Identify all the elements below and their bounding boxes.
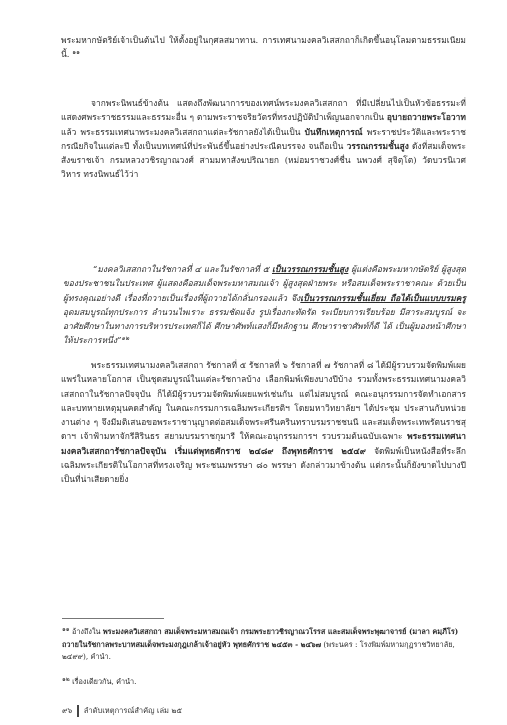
text-run: ผู้แต่งคือพระมหากษัตริย์ ผู้สูงสุดของประชาชนในประเทศ ผู้แสดงคือสมเด็จพระมหาสมณเจ้า ผู้สูงสุดฝ่ายพระ หรือสมเด็จพระราชาคณะ ด้วยเป็นผู้ทรงคุณอย่างดี เรื่องที่ถวายเป็นเรื่องที่ผู้ถวายได้กลั่นกรองแล้ว จึง: [63, 264, 466, 303]
footnote-12: [62, 676, 466, 689]
paragraph-development: [61, 96, 466, 182]
text-run: จัดพิมพ์เป็นหนังสือที่ระลึกเฉลิมพระเกียรติในโอกาสที่ทรงเจริญ พระชนมพรรษา ๘๐ พรรษา ดังกล่าวมาข้างต้น แต่กระนั้นก็ยังขาดไปบางปี เป็นที่น่าเสียดายยิ่ง: [61, 445, 467, 485]
text-run: “มงคลวิเสสกถาในรัชกาลที่ ๔ และในรัชกาลที่ ๕: [93, 264, 272, 274]
book-title: ลำดับเหตุการณ์สำคัญ เล่ม ๒๕: [83, 706, 183, 715]
footnote-ref: ๑๑: [72, 49, 80, 57]
text-run: เรื่องเดียวกัน, คำนำ.: [69, 677, 137, 686]
bold-phrase: วรรณกรรมชั้นสูง: [346, 140, 409, 151]
paragraph-quote-end: [61, 33, 466, 62]
paragraph-text: พระมหากษัตริย์เจ้าเป็นต้นไป ให้ตั้งอยู่ในกุศลสมาทาน. การเทศนามงคลวิเสสกถาก็เกิดขึ้นอนุโลมตามธรรมเนียมนี้.: [61, 35, 466, 60]
text-run: แล้ว พระธรรมเทศนาพระมงคลวิเสสกถาแต่ละรัชกาลยังได้เป็นเป็น: [61, 126, 305, 137]
footnote-number: ๑๒: [62, 676, 70, 683]
text-run: (พระนคร : โรงพิมพ์มหามกุฏราชวิทยาลัย, ๒๔๙๙), คำนำ.: [62, 639, 455, 661]
text-run: พระธรรมเทศนามงคลวิเสสกถา รัชกาลที่ ๕ รัชกาลที่ ๖ รัชกาลที่ ๗ รัชกาลที่ ๘ ได้มีผู้รวบรวมจัดพิมพ์เผยแพร่ในหลายโอกาส เป็นชุดสมบูรณ์ในแต่ละรัชกาลบ้าง เลือกพิมพ์เพียงบางปีบ้าง รวมทั้งพระธรรมเทศนามงคลวิเสสกถาในรัชกาลปัจจุบัน ก็ได้มีผู้รวบรวมจัดพิมพ์เผยแพร่เช่นกัน แต่ไม่สมบูรณ์ คณะอนุกรรมการจัดทำเอกสารและบทหายเหตุมุนคดสำคัญ ในคณะกรรมการเฉลิมพระเกียรติฯ โดยมหาวิทยาลัยฯ ได้ประชุม ประสานกับหน่วยงานต่าง ๆ จึงมีมติเสนอขอพระราชานุญาตต่อสมเด็จพระศรีนครินทราบรมราชชนนี และสมเด็จพระเทพรัตนราชสุดาฯ เจ้าฟ้ามหาจักรีสิรินธร สยามบรมราชกุมารี ให้คณะอนุกรรมการฯ รวบรวมต้นฉบับเฉพาะ: [61, 360, 466, 442]
paragraph-publication: [61, 358, 466, 487]
bold-phrase: พระธรรมเทศนามงคลวิเสสกถารัชกาลปัจจุบัน เริ่มแต่พุทธศักราช ๒๔๘๙ ถึงพุทธศักราช ๒๕๔๙: [61, 431, 466, 456]
footnote-number: ๑๑: [62, 626, 70, 633]
text-run: อุดมสมบูรณ์ทุกประการ ลำนวนไพเราะ ธรรมชัดแจ้ง รูปเรื่องกะทัดรัด ระเบียบการเรียบร้อย มีสาระสมบูรณ์ จะอาศัยศึกษาในทางการบริหารประเทศก็ได้ ศึกษาศัพท์แสงก็มีหลักฐาน ศึกษาราชาศัพท์ก็ดี ได้ เป็นผู้มองหน้าศึกษาให้ประการหนึ่ง”: [63, 306, 466, 346]
footer-separator: [77, 705, 79, 717]
bold-phrase: บันทึกเหตุการณ์: [304, 126, 363, 137]
underlined-phrase: เป็นวรรณกรรมชั้นเยี่ยม ถือได้เป็นแบบบรมครู: [300, 292, 466, 303]
text-run: อ้างถึงใน: [69, 627, 103, 636]
footnote-divider: [62, 618, 164, 619]
text-run: พระราชประวัติและพระราชกรณียกิจในแต่ละปี ทั้งเป็นบทเทศน์ที่ประพันธ์ขึ้นอย่างประณีตบรรจง จนถือเป็น: [61, 126, 466, 151]
bold-phrase: พระมงคลวิเสสกถา สมเด็จพระมหาสมณเจ้า กรมพระยาวชิรญาณวโรรส และสมเด็จพระพุฒาจารย์ (มาลา คมฺภีโร) ถวายในรัชกาลพระบาทสมเด็จพระมงกุฎเกล้าเจ้าอยู่หัว พุทธศักราช ๒๔๕๓ - ๒๔๖๗: [62, 627, 459, 649]
bold-phrase: อุบายถวายพระโอวาท: [386, 112, 466, 123]
footnote-ref: ๑๒: [121, 335, 130, 343]
page-number: ๙๖: [62, 706, 73, 715]
text-run: จากพระนิพนธ์ข้างต้น แสดงถึงพัฒนาการของเทศน์พระมงคลวิเสสกถา ที่มีเปลี่ยนไปเป็นหัวข้อธรรมะที่แสดงศพระราชธรรมและธรรมะอื่น ๆ ตามพระราชจริยวัตรที่ทรงปฏิบัติบำเพ็ญนอกจากเป็น: [61, 98, 466, 123]
footnote-11: [62, 626, 466, 664]
page-footer: [62, 704, 182, 718]
block-quote: [63, 262, 466, 348]
underlined-phrase: เป็นวรรณกรรมชั้นสูง: [271, 264, 349, 274]
text-run: ดังที่สมเด็จพระสังฆราชเจ้า กรมหลวงวชิรญาณวงศ์ สามมหาสังฆปริณายก (หม่อมราชวงศ์ชื่น นพวงศ์ สุจิตฺโต) วัดบวรนิเวศวิหาร ทรงนิพนธ์ไว้ว่า: [61, 140, 467, 180]
